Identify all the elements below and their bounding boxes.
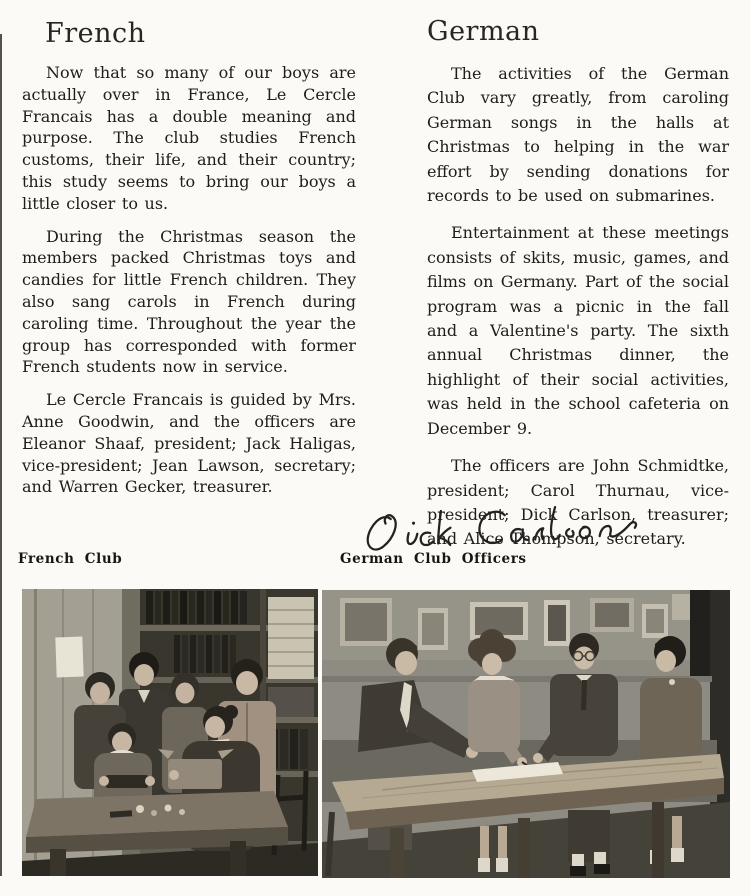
french-heading: French (45, 18, 146, 49)
german-paragraph-1: The activities of the German Club vary greatly, from caroling German songs in the halls at Christmas to helping in the war effort by sending donations for records to be used on submarines. (427, 64, 729, 206)
french-paragraph-1: Now that so many of our boys are actually over in France, Le Cercle Francais has a double meaning and purpose. The club studies French customs, their life, and their country; this study seems to bring our boys a little closer to us. (22, 63, 356, 213)
german-club-officers-photo (322, 590, 730, 878)
german-paragraph-2: Entertainment at these meetings consists of skits, music, games, and films on Germany. Part of the social program was a picnic in the fall and a Valentine's party. The sixth annual Christmas dinner, the highlight of their social activities, was held in the school cafeteria on December 9. (427, 223, 729, 438)
dick-carlson-signature (352, 496, 652, 552)
german-column (427, 62, 729, 565)
french-club-photo (22, 589, 318, 876)
french-column (22, 62, 356, 509)
german-paragraph-3: The officers are John Schmidtke, president; Carol Thurnau, vice-president; Dick Carlson, treasurer; and Alice Thompson, secretary. (427, 456, 729, 549)
french-paragraph-3: Le Cercle Francais is guided by Mrs. Anne Goodwin, and the officers are Eleanor Shaaf, president; Jack Haligas, vice-president; Jean Lawson, secretary; and Warren Gecker, treasurer. (22, 390, 356, 497)
german-club-officers-caption: German Club Officers (340, 551, 527, 567)
french-club-caption: French Club (18, 551, 123, 567)
scan-edge-artifact (0, 34, 2, 876)
french-paragraph-2: During the Christmas season the members packed Christmas toys and candies for little French children. They also sang carols in French during caroling time. Throughout the year the group has corresponded with former French students now in service. (22, 226, 356, 377)
german-heading: German (427, 16, 540, 47)
